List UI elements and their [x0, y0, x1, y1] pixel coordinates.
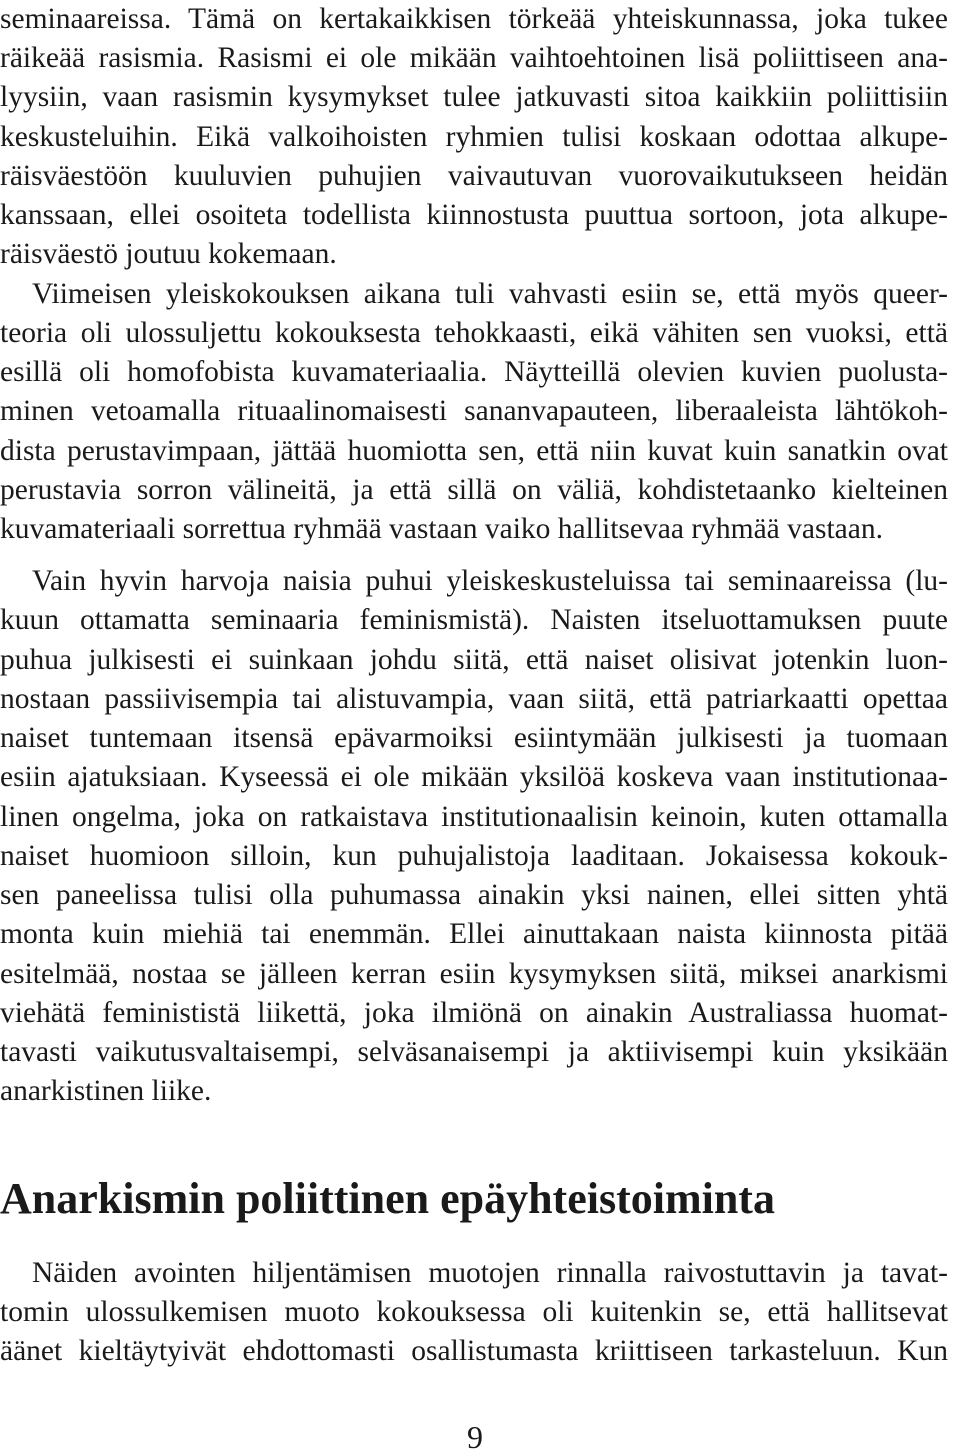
text-line: tomin ulossulkemisen muoto kokouksessa oli kuitenkin se, että hallitsevat [0, 1296, 948, 1328]
text-line: esiin ajatuksiaan. Kyseessä ei ole mikään yksilöä koskeva vaan institutionaa- [0, 761, 948, 793]
text-line: räikeää rasismia. Rasismi ei ole mikään vaihtoehtoinen lisä poliittiseen ana- [0, 42, 948, 74]
text-line: teoria oli ulossuljettu kokouksesta tehokkaasti, eikä vähiten sen vuoksi, että [0, 317, 948, 349]
text-line: räisväestö joutuu kokemaan. [0, 238, 337, 270]
text-line: esitelmää, nostaa se jälleen kerran esiin kysymyksen siitä, miksei anarkismi [0, 958, 948, 990]
text-line: kanssaan, ellei osoiteta todellista kiinnostusta puuttua sortoon, jota alkupe- [0, 199, 948, 231]
text-line: kuvamateriaali sorrettua ryhmää vastaan vaiko hallitsevaa ryhmää vastaan. [0, 513, 883, 545]
text-line: naiset tuntemaan itsensä epävarmoiksi esiintymään julkisesti ja tuomaan [0, 722, 948, 754]
text-line: anarkistinen liike. [0, 1075, 212, 1107]
text-line: viehätä feminististä liikettä, joka ilmiönä on ainakin Australiassa huomat- [0, 997, 948, 1029]
section-heading: Anarkismin poliittinen epäyhteistoiminta [0, 1174, 775, 1223]
text-line: esillä oli homofobista kuvamateriaalia. Näytteillä olevien kuvien puolusta- [0, 356, 948, 388]
text-line: räisväestöön kuuluvien puhujien vaivautuvan vuorovaikutukseen heidän [0, 160, 948, 192]
text-line: Viimeisen yleiskokouksen aikana tuli vahvasti esiin se, että myös queer- [32, 278, 948, 310]
text-line: perustavia sorron välineitä, ja että sillä on väliä, kohdistetaanko kielteinen [0, 474, 948, 506]
text-line: naiset huomioon silloin, kun puhujalistoja laaditaan. Jokaisessa kokouk- [0, 840, 948, 872]
text-line: nostaan passiivisempia tai alistuvampia, vaan siitä, että patriarkaatti opettaa [0, 683, 948, 715]
text-line: minen vetoamalla rituaalinomaisesti sananvapauteen, liberaaleista lähtökoh- [0, 395, 948, 427]
text-line: monta kuin miehiä tai enemmän. Ellei ainuttakaan naista kiinnosta pitää [0, 918, 948, 950]
text-line: tavasti vaikutusvaltaisempi, selväsanaisempi ja aktiivisempi kuin yksikään [0, 1036, 948, 1068]
text-line: sen paneelissa tulisi olla puhumassa ainakin yksi nainen, ellei sitten yhtä [0, 879, 948, 911]
text-line: dista perustavimpaan, jättää huomiotta sen, että niin kuvat kuin sanatkin ovat [0, 435, 948, 467]
text-line: äänet kieltäytyivät ehdottomasti osallistumasta kriittiseen tarkasteluun. Kun [0, 1335, 948, 1367]
text-line: Näiden avointen hiljentämisen muotojen rinnalla raivostuttavin ja tavat- [32, 1257, 948, 1289]
page-number: 9 [467, 1419, 483, 1455]
text-line: linen ongelma, joka on ratkaistava institutionaalisin keinoin, kuten ottamalla [0, 801, 948, 833]
text-line: kuun ottamatta seminaaria feminismistä). Naisten itseluottamuksen puute [0, 604, 948, 636]
text-line: puhua julkisesti ei suinkaan johdu siitä, että naiset olisivat jotenkin luon- [0, 644, 948, 676]
text-line: keskusteluihin. Eikä valkoihoisten ryhmien tulisi koskaan odottaa alkupe- [0, 121, 948, 153]
text-line: Vain hyvin harvoja naisia puhui yleiskeskusteluissa tai seminaareissa (lu- [32, 565, 948, 597]
text-line: lyysiin, vaan rasismin kysymykset tulee jatkuvasti sitoa kaikkiin poliittisiin [0, 81, 948, 113]
text-line: seminaareissa. Tämä on kertakaikkisen törkeää yhteiskunnassa, joka tukee [0, 3, 948, 35]
